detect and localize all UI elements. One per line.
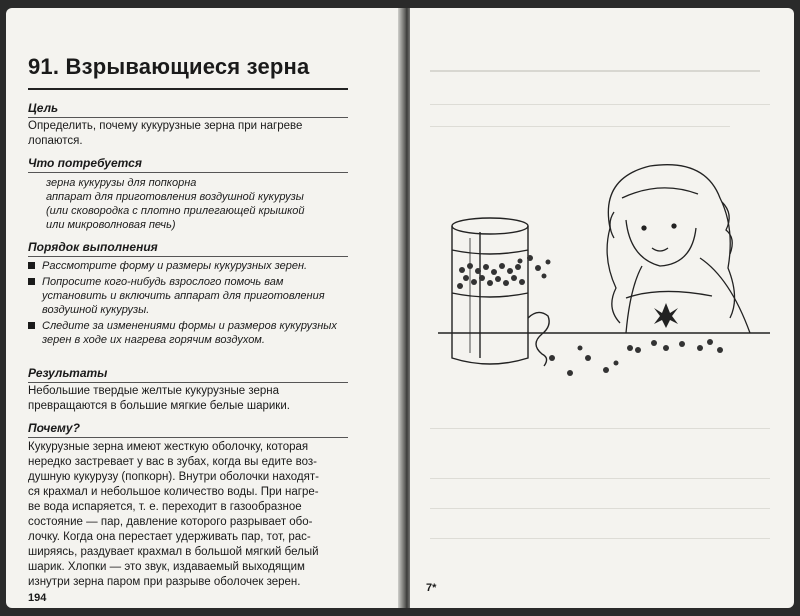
results-text: Небольшие твердые желтые кукурузные зерна превращаются в большие мягкие белые шарики. [28, 385, 290, 412]
why-line: ширяясь, раздувает крахмал в большой мягкий белый [28, 546, 319, 558]
popcorn-machine-icon [452, 218, 549, 366]
goal-heading: Цель [28, 101, 59, 115]
materials-item: или микроволновая печь) [46, 219, 176, 231]
popcorn-kernels-icon [457, 255, 723, 376]
why-line: Кукурузные зерна имеют жесткую оболочку, которая [28, 441, 309, 453]
why-text [28, 440, 348, 590]
why-line: изнутри зерна паром при разрыве оболочек зерен. [28, 576, 301, 588]
page-title: 91. Взрывающиеся зерна [28, 54, 310, 79]
right-page [410, 8, 794, 608]
procedure-step: Рассмотрите форму и размеры кукурузных зерен. [28, 259, 348, 273]
why-line: шарик. Хлопки — это звук, издаваемый выходящим [28, 561, 305, 573]
procedure-step: Следите за изменениями формы и размеров кукурузных зерен в ходе их нагрева горячим воздухом. [28, 319, 348, 347]
procedure-heading: Порядок выполнения [28, 240, 158, 254]
why-line: лочку. Когда она перестает удерживать пар, тот, рас- [28, 531, 311, 543]
results-heading: Результаты [28, 366, 108, 380]
why-rule [28, 437, 348, 438]
why-line: ся крахмал и небольшое количество воды. При нагре- [28, 486, 319, 498]
materials-heading: Что потребуется [28, 156, 142, 170]
materials-list [46, 176, 306, 232]
why-line: ве вода испаряется, т. е. переходит в газообразное [28, 501, 302, 513]
popcorn-illustration [430, 158, 775, 388]
results-rule [28, 382, 348, 383]
title-rule [28, 88, 348, 90]
materials-item: (или сковородка с плотно прилегающей крышкой [46, 205, 305, 217]
materials-item: зерна кукурузы для попкорна [46, 177, 197, 189]
materials-rule [28, 172, 348, 173]
why-heading: Почему? [28, 421, 80, 435]
materials-item: аппарат для приготовления воздушной кукурузы [46, 191, 304, 203]
goal-text: Определить, почему кукурузные зерна при нагреве лопаются. [28, 120, 303, 147]
why-line: состояние — пар, давление которого разрывает обо- [28, 516, 313, 528]
left-page [6, 8, 402, 608]
why-line: нередко застревает у вас в зубах, когда вы едите воз- [28, 456, 317, 468]
girl-icon [607, 165, 750, 333]
why-line: душную кукурузу (попкорн). Внутри оболочки находят- [28, 471, 319, 483]
page-number-right: 7* [426, 582, 437, 594]
goal-rule [28, 117, 348, 118]
procedure-step: Попросите кого-нибудь взрослого помочь вам установить и включить аппарат для приготовления воздушной кукурузы. [28, 275, 348, 317]
procedure-steps [28, 259, 348, 349]
page-number-left: 194 [28, 592, 47, 604]
procedure-rule [28, 256, 348, 257]
